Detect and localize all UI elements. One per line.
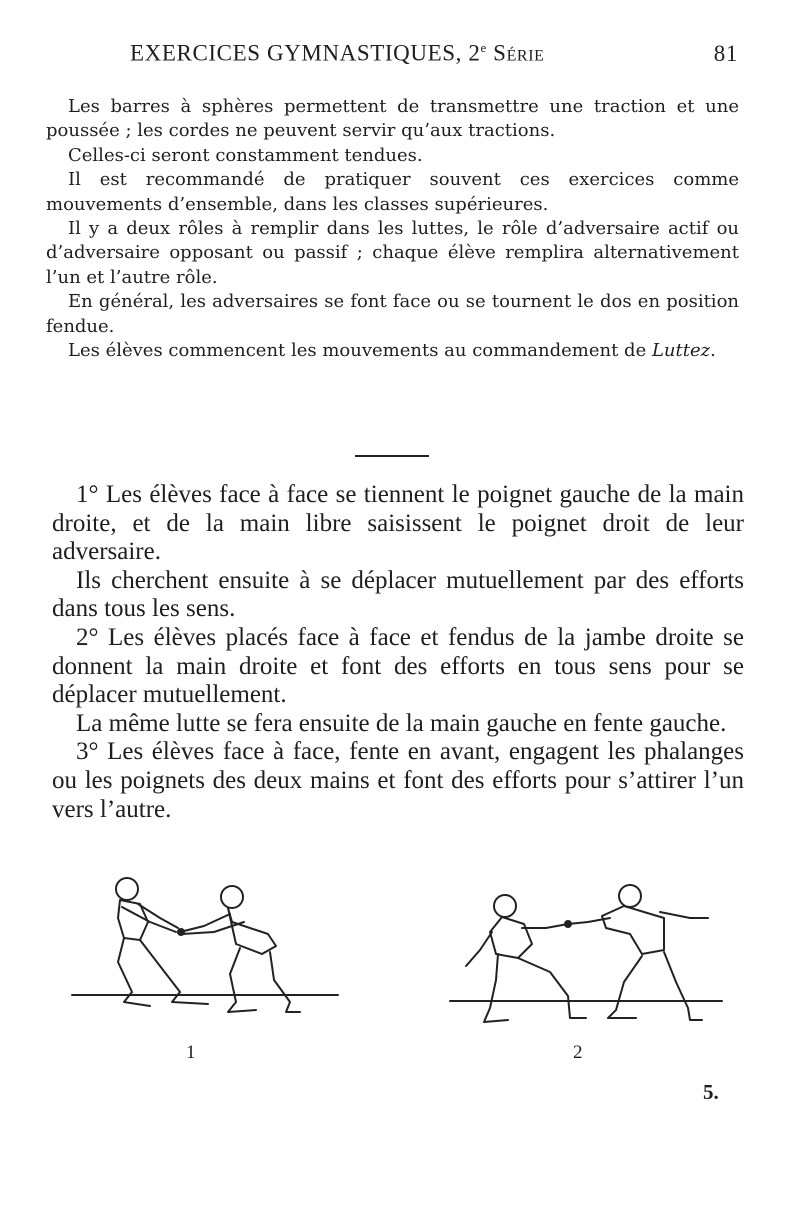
command-word: Luttez <box>651 340 711 362</box>
figure-2-left-boy <box>466 895 586 1022</box>
illustrations <box>0 862 800 1082</box>
wrestling-figures <box>0 862 800 1082</box>
running-head <box>130 40 738 67</box>
exercise-text <box>52 481 744 824</box>
figure-1-right-boy <box>180 886 300 1012</box>
joined-hands-2 <box>564 920 572 928</box>
paragraph: Les barres à sphères permettent de transmettre une traction et une poussée ; les cordes ne peuvent servir qu’aux tractions. <box>46 96 739 142</box>
intro-text <box>46 95 739 363</box>
printer-signature: 5. <box>703 1080 719 1104</box>
exercise-paragraph: 2° Les élèves placés face à face et fendus de la jambe droite se donnent la main droite et font des efforts en tous sens pour se déplacer mutuellement. <box>52 623 744 709</box>
figure-1-left-boy <box>116 878 208 1006</box>
page-number: 81 <box>713 40 738 66</box>
figure-2-label: 2 <box>573 1042 583 1063</box>
superscript-e: e <box>480 40 487 55</box>
paragraph: Il y a deux rôles à remplir dans les luttes, le rôle d’adversaire actif ou d’adversaire opposant ou passif ; chaque élève remplira alternativement l’un et l’autre rôle. <box>46 218 739 288</box>
exercise-paragraph: 1° Les élèves face à face se tiennent le poignet gauche de la main droite, et de la main libre saisissent le poignet droit de leur adversaire. <box>52 481 744 566</box>
exercise-paragraph: Ils cherchent ensuite à se déplacer mutuellement par des efforts dans tous les sens. <box>52 566 744 623</box>
paragraph: Celles-ci seront constamment tendues. <box>68 144 423 166</box>
paragraph: Les élèves commencent les mouvements au commandement de Luttez. <box>68 340 716 362</box>
exercise-paragraph: La même lutte se fera ensuite de la main gauche en fente gauche. <box>76 709 727 737</box>
figure-2-right-boy <box>568 885 708 1020</box>
running-title: EXERCICES GYMNASTIQUES, 2e Série <box>130 40 545 66</box>
paragraph: En général, les adversaires se font face ou se tournent le dos en position fendue. <box>46 291 739 337</box>
exercise-paragraph: 3° Les élèves face à face, fente en avant, engagent les phalanges ou les poignets des deux mains et font des efforts pour s’attirer l’un vers l’autre. <box>52 738 744 823</box>
section-divider <box>355 455 429 457</box>
figure-1-label: 1 <box>186 1042 196 1063</box>
paragraph: Il est recommandé de pratiquer souvent ces exercices comme mouvements d’ensemble, dans les classes supérieures. <box>46 169 739 215</box>
series-word: Série <box>493 40 545 66</box>
joined-hands-1 <box>177 928 185 936</box>
